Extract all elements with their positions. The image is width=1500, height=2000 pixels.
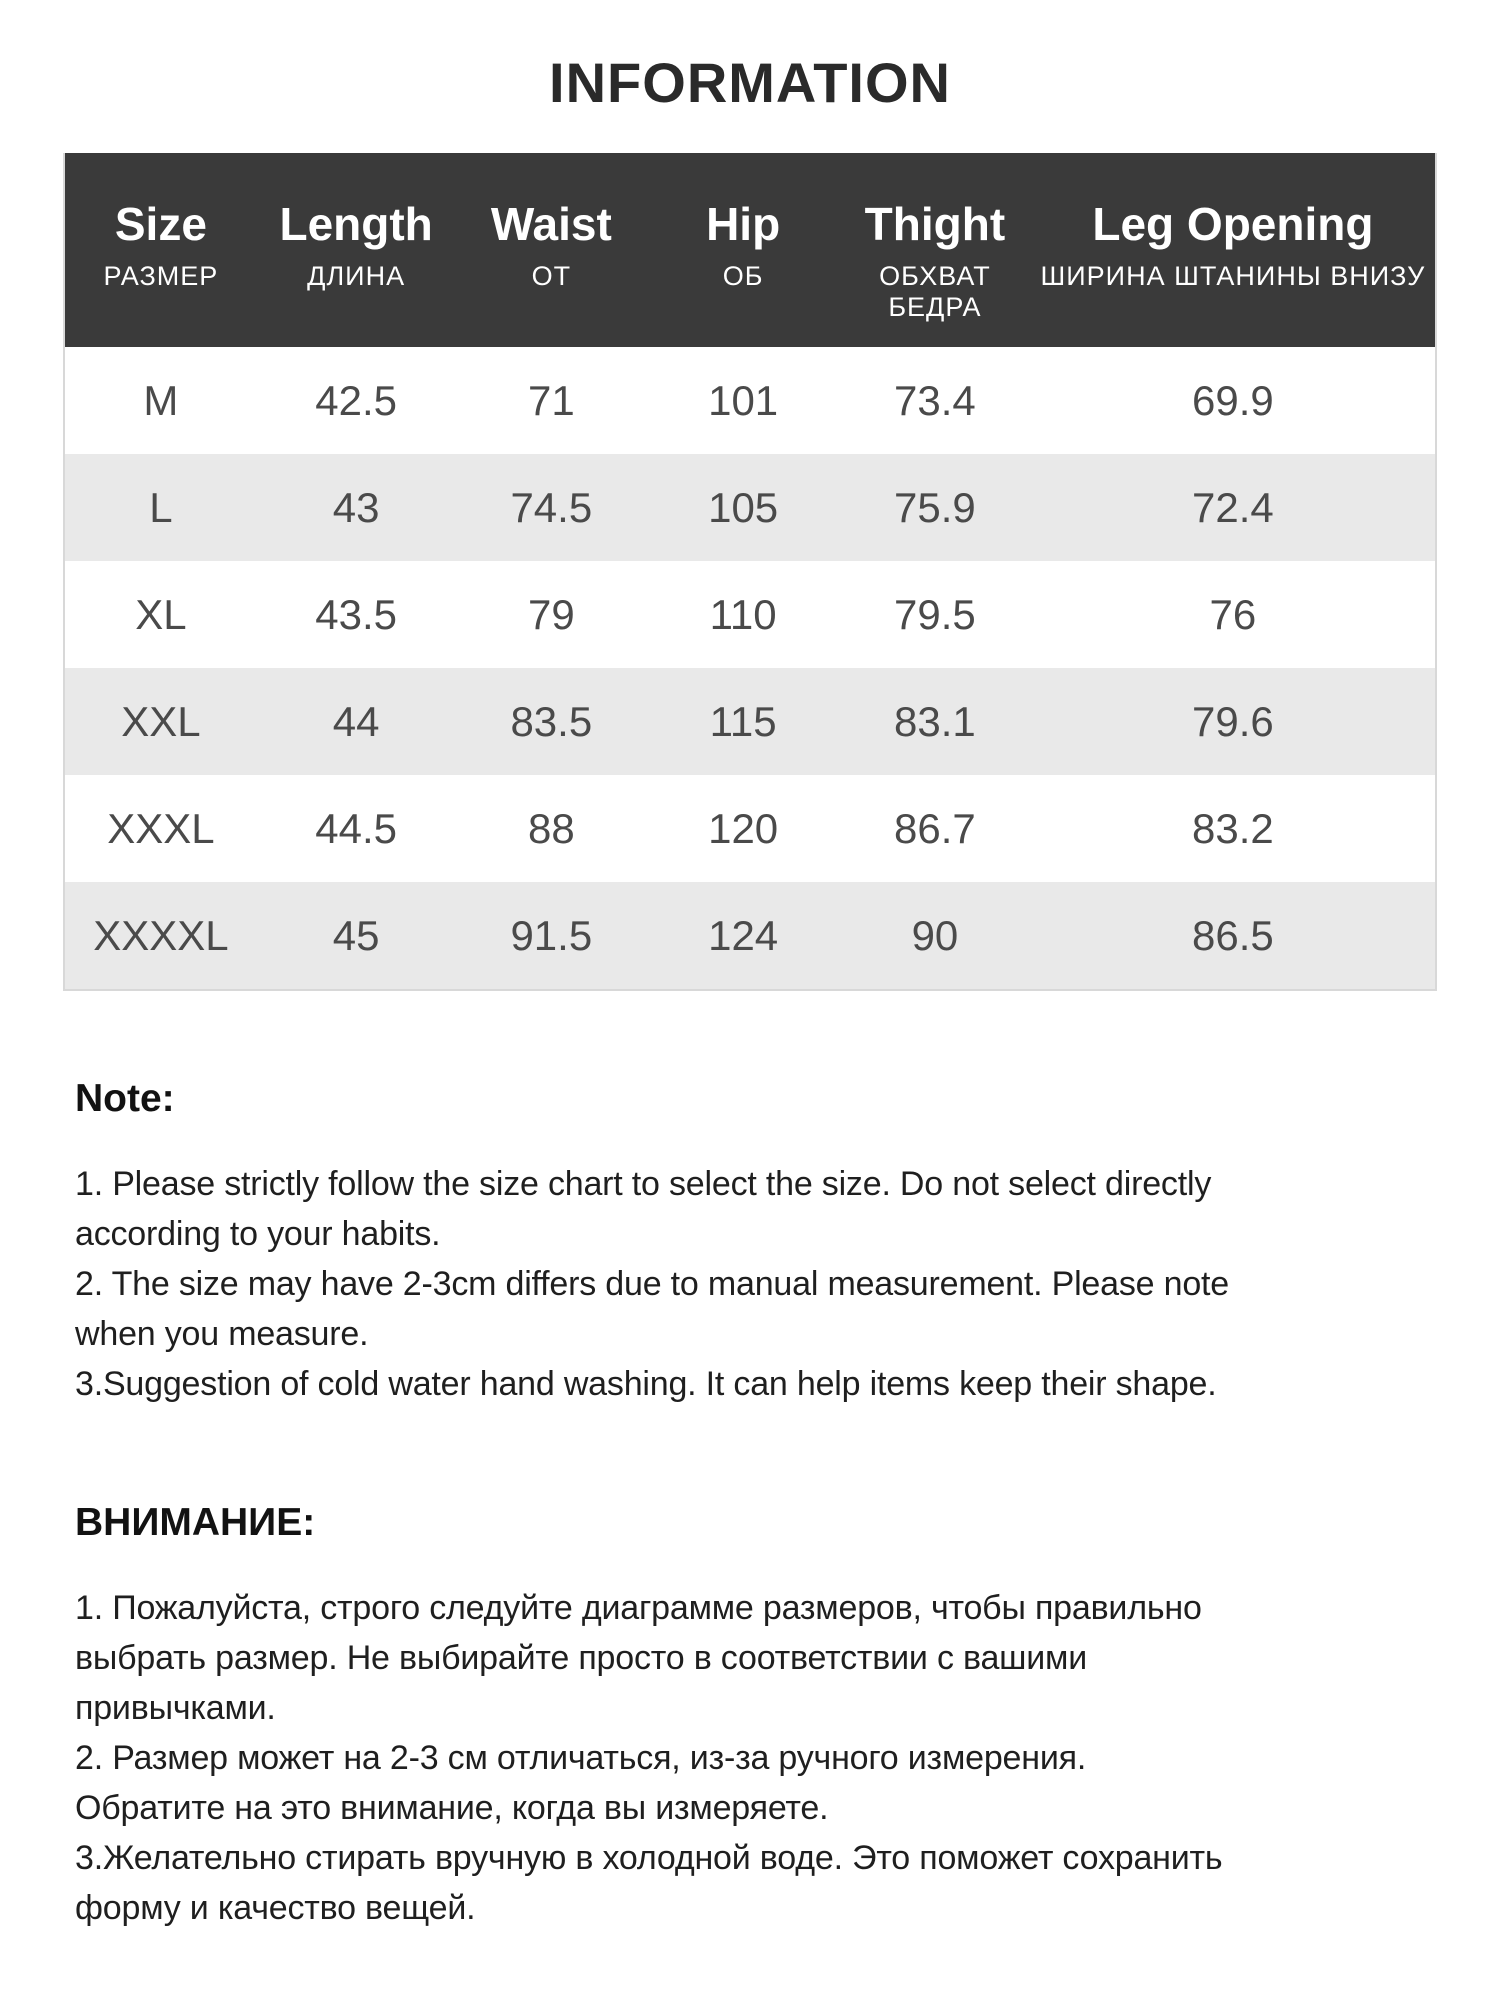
cell-leg-opening: 76 xyxy=(1031,561,1435,668)
header-row-english xyxy=(65,153,1435,261)
note-line: 3.Suggestion of cold water hand washing. It can help items keep their shape. xyxy=(75,1365,1217,1403)
col-subheader-hip-ru: ОБ xyxy=(647,261,839,347)
table-row xyxy=(65,561,1435,668)
col-header-hip: Hip xyxy=(647,153,839,261)
attention-line: выбрать размер. Не выбирайте просто в соответствии с вашими xyxy=(75,1639,1088,1677)
note-line: when you measure. xyxy=(75,1315,369,1353)
cell-hip: 120 xyxy=(647,775,839,882)
cell-size: XXL xyxy=(65,668,257,775)
size-chart-body xyxy=(65,347,1435,989)
attention-line: 1. Пожалуйста, строго следуйте диаграмме размеров, чтобы правильно xyxy=(75,1589,1202,1627)
cell-hip: 101 xyxy=(647,347,839,454)
size-chart-table-container xyxy=(63,153,1437,991)
size-chart-table xyxy=(65,153,1435,989)
col-header-leg-opening: Leg Opening xyxy=(1031,153,1435,261)
cell-leg-opening: 69.9 xyxy=(1031,347,1435,454)
cell-waist: 83.5 xyxy=(455,668,647,775)
cell-leg-opening: 86.5 xyxy=(1031,882,1435,989)
note-line: 1. Please strictly follow the size chart to select the size. Do not select directly xyxy=(75,1165,1212,1203)
table-row xyxy=(65,347,1435,454)
size-chart-header xyxy=(65,153,1435,347)
table-row xyxy=(65,454,1435,561)
cell-thight: 86.7 xyxy=(839,775,1031,882)
note-line: according to your habits. xyxy=(75,1215,441,1253)
cell-leg-opening: 83.2 xyxy=(1031,775,1435,882)
cell-thight: 83.1 xyxy=(839,668,1031,775)
cell-size: XXXXL xyxy=(65,882,257,989)
note-text xyxy=(75,1159,1440,1409)
col-subheader-thight-ru: ОБХВАТ БЕДРА xyxy=(839,261,1031,347)
cell-waist: 71 xyxy=(455,347,647,454)
attention-line: 3.Желательно стирать вручную в холодной воде. Это поможет сохранить xyxy=(75,1839,1223,1877)
cell-hip: 105 xyxy=(647,454,839,561)
cell-waist: 79 xyxy=(455,561,647,668)
col-subheader-length-ru: ДЛИНА xyxy=(257,261,456,347)
header-row-russian xyxy=(65,261,1435,347)
cell-hip: 124 xyxy=(647,882,839,989)
cell-size: M xyxy=(65,347,257,454)
cell-leg-opening: 72.4 xyxy=(1031,454,1435,561)
cell-length: 43.5 xyxy=(257,561,456,668)
attention-section xyxy=(75,1501,1440,1933)
note-line: 2. The size may have 2-3cm differs due to manual measurement. Please note xyxy=(75,1265,1229,1303)
cell-thight: 79.5 xyxy=(839,561,1031,668)
table-row xyxy=(65,668,1435,775)
note-section xyxy=(75,1077,1440,1409)
col-subheader-leg-opening-ru: ШИРИНА ШТАНИНЫ ВНИЗУ xyxy=(1031,261,1435,347)
col-subheader-size-ru: РАЗМЕР xyxy=(65,261,257,347)
attention-heading: ВНИМАНИЕ: xyxy=(75,1501,316,1544)
table-row xyxy=(65,882,1435,989)
cell-waist: 74.5 xyxy=(455,454,647,561)
cell-length: 44 xyxy=(257,668,456,775)
cell-leg-opening: 79.6 xyxy=(1031,668,1435,775)
col-header-length: Length xyxy=(257,153,456,261)
cell-thight: 90 xyxy=(839,882,1031,989)
attention-line: Обратите на это внимание, когда вы измеряете. xyxy=(75,1789,829,1827)
cell-length: 44.5 xyxy=(257,775,456,882)
col-header-waist: Waist xyxy=(455,153,647,261)
col-subheader-waist-ru: ОТ xyxy=(455,261,647,347)
col-header-size: Size xyxy=(65,153,257,261)
note-heading: Note: xyxy=(75,1077,175,1120)
attention-text xyxy=(75,1583,1440,1933)
cell-size: XXXL xyxy=(65,775,257,882)
attention-line: форму и качество вещей. xyxy=(75,1889,476,1927)
cell-waist: 88 xyxy=(455,775,647,882)
cell-waist: 91.5 xyxy=(455,882,647,989)
table-row xyxy=(65,775,1435,882)
cell-length: 43 xyxy=(257,454,456,561)
cell-hip: 110 xyxy=(647,561,839,668)
col-header-thight: Thight xyxy=(839,153,1031,261)
cell-size: XL xyxy=(65,561,257,668)
cell-length: 42.5 xyxy=(257,347,456,454)
cell-hip: 115 xyxy=(647,668,839,775)
attention-line: 2. Размер может на 2-3 см отличаться, из-за ручного измерения. xyxy=(75,1739,1087,1777)
cell-thight: 73.4 xyxy=(839,347,1031,454)
cell-length: 45 xyxy=(257,882,456,989)
page-title: INFORMATION xyxy=(549,51,951,114)
cell-size: L xyxy=(65,454,257,561)
attention-line: привычками. xyxy=(75,1689,276,1727)
cell-thight: 75.9 xyxy=(839,454,1031,561)
